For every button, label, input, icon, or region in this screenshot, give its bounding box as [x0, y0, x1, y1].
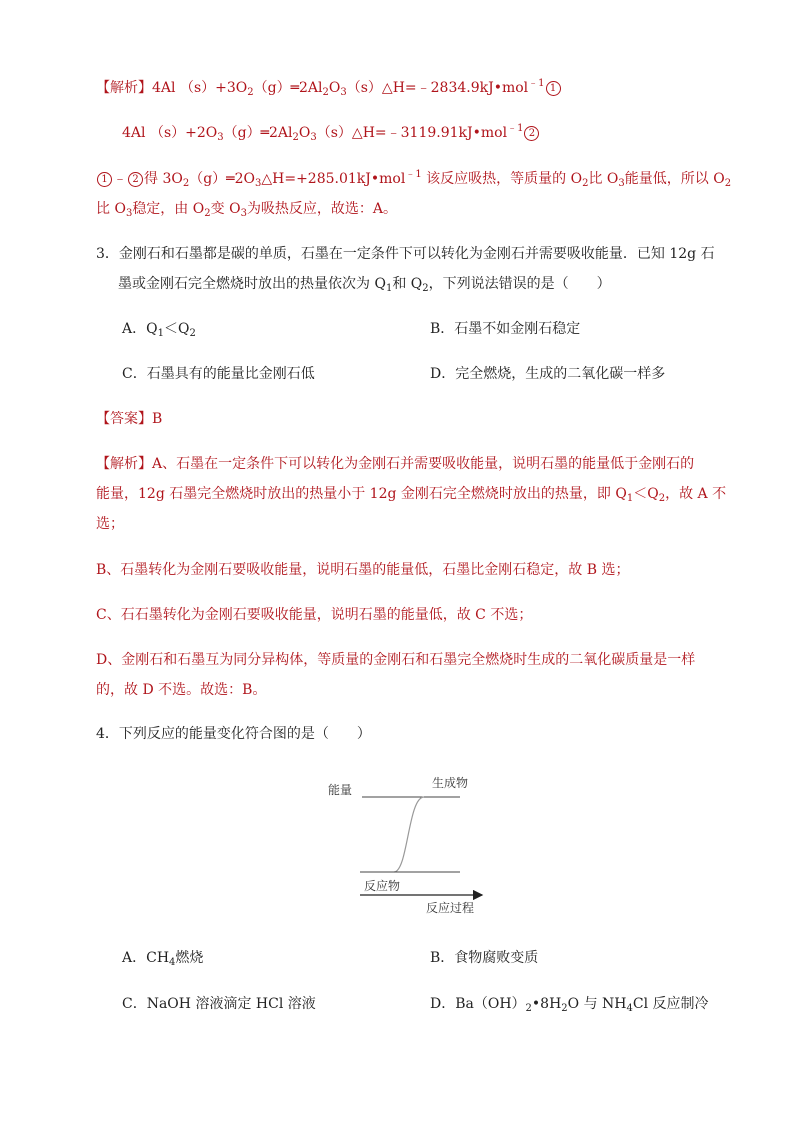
q4-option-d[interactable]: D．$Ba(OH)_2•8H_2O$ 与 $NH_4Cl$ 反应制冷: [430, 996, 709, 1014]
transition-curve: [394, 797, 424, 872]
analysis-eq2: 4Al $(s)+2O_3(g)═2Al_2O_3(s)\triangle H=﹣3119.91kJ•mol^{﹣1}$ 2: [122, 123, 540, 143]
q3-option-d[interactable]: D．完全燃烧，生成的二氧化碳一样多: [430, 366, 666, 382]
circled-number-2: 2: [524, 126, 539, 141]
reactant-label: 反应物: [364, 879, 401, 893]
q3-explanation-line3: 选；: [96, 516, 124, 532]
circled-number-2: 2: [128, 172, 143, 187]
circled-number-1: 1: [546, 81, 561, 96]
analysis-line3: 1 ﹣ 2 得 $3O_2(g)═2O_3\triangle H=+285.01kJ•mol^{﹣1}$ 该反应吸热，等质量的 $O_2$比 $O_3$能量低，所以 $O_2$: [96, 169, 731, 189]
energy-axis-label: 能量: [328, 783, 353, 797]
q3-explanation-line1: 【解析】A、石墨在一定条件下可以转化为金刚石并需要吸收能量，说明石墨的能量低于金刚石的: [96, 456, 695, 472]
analysis-tag: 【解析】: [96, 80, 152, 96]
q3-stem-line1: 3．金刚石和石墨都是碳的单质，石墨在一定条件下可以转化为金刚石并需要吸收能量．已知 12g 石: [96, 246, 715, 262]
q3-explanation-line2: 能量，12g 石墨完全燃烧时放出的热量小于 12g 金刚石完全燃烧时放出的热量，即 $Q_1<Q_2$，故 A 不: [96, 486, 727, 504]
energy-diagram: [320, 772, 500, 920]
q3-answer: 【答案】B: [96, 411, 163, 427]
q4-option-b[interactable]: B．食物腐败变质: [430, 950, 539, 966]
circled-number-1: 1: [97, 172, 112, 187]
analysis-eq1: 【解析】4Al $(s)+3O_2(g)═2Al_2O_3(s)\triangle H=﹣2834.9kJ•mol^{﹣1}$ 1: [96, 78, 562, 98]
q3-explanation-c: C、石石墨转化为金刚石要吸收能量，说明石墨的能量低，故 C 不选；: [96, 607, 533, 623]
q3-option-b[interactable]: B．石墨不如金刚石稳定: [430, 321, 581, 337]
q4-option-c[interactable]: C．NaOH 溶液滴定 HCl 溶液: [122, 996, 316, 1012]
q4-option-a[interactable]: A．$CH_4$燃烧: [122, 950, 204, 968]
q3-explanation-d-line1: D、金刚石和石墨互为同分异构体，等质量的金刚石和石墨完全燃烧时生成的二氧化碳质量是一样: [96, 652, 696, 668]
q3-stem-line2: 墨或金刚石完全燃烧时放出的热量依次为 $Q_1$和 $Q_2$，下列说法错误的是（ ）: [118, 276, 611, 294]
process-axis-label: 反应过程: [426, 901, 475, 915]
q3-explanation-b: B、石墨转化为金刚石要吸收能量，说明石墨的能量低，石墨比金刚石稳定，故 B 选；: [96, 562, 630, 578]
q3-option-c[interactable]: C．石墨具有的能量比金刚石低: [122, 366, 315, 382]
q4-stem: 4．下列反应的能量变化符合图的是（ ）: [96, 726, 371, 742]
analysis-line4: 比 $O_3$稳定，由 $O_2$变 $O_3$为吸热反应，故选：A。: [96, 201, 398, 219]
q3-option-a[interactable]: A．$Q_1<Q_2$: [122, 321, 196, 339]
q3-explanation-d-line2: 的，故 D 不选。故选：B。: [96, 682, 267, 698]
product-label: 生成物: [432, 776, 469, 790]
